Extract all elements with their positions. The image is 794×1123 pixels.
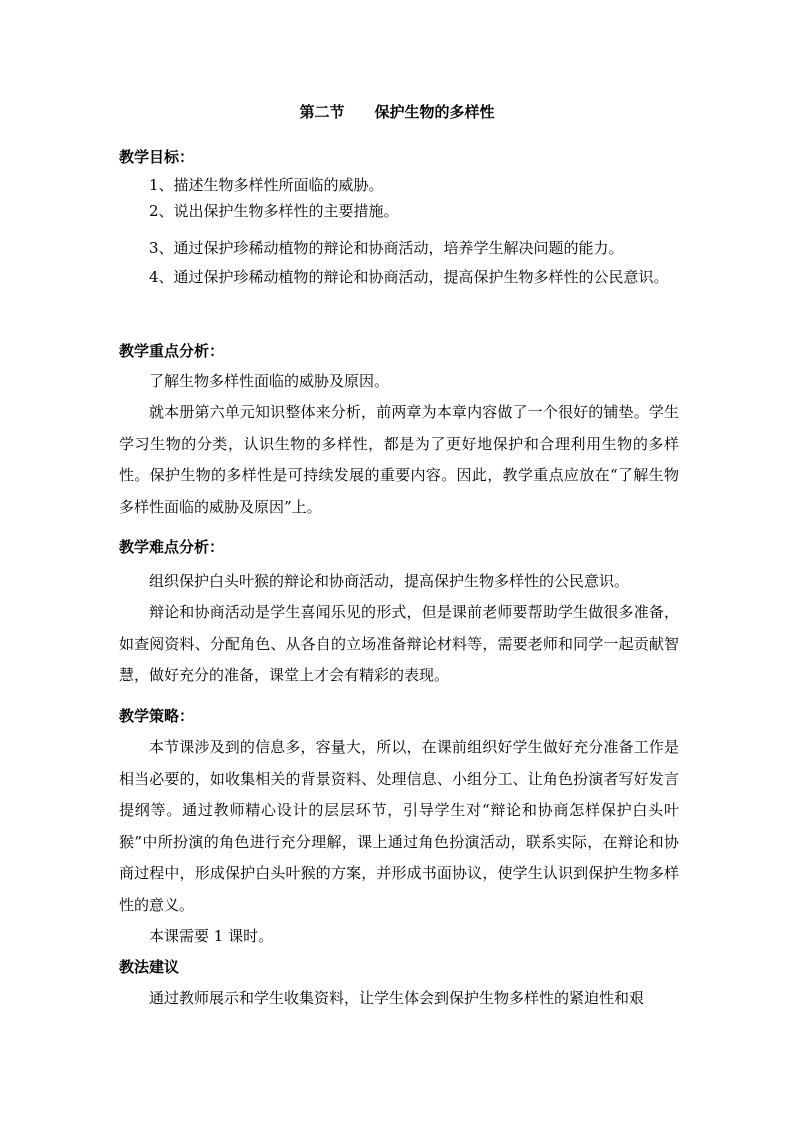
difficult-points-paragraph-1: 组织保护白头叶猴的辩论和协商活动，提高保护生物多样性的公民意识。 (149, 572, 630, 590)
method-paragraph-1: 通过教师展示和学生收集资料，让学生体会到保护生物多样性的紧迫性和艰 (149, 989, 645, 1007)
objective-item-2: 2、说出保护生物多样性的主要措施。 (149, 202, 399, 220)
strategy-heading: 教学策略： (119, 707, 195, 725)
key-points-heading: 教学重点分析： (119, 342, 225, 360)
strategy-paragraph-1: 本节课涉及到的信息多，容量大，所以，在课前组织好学生做好充分准备工作是相当必要的，如收集相关的背景资料、处理信息、小组分工、让角色扮演者写好发言提纲等。通过教师精心设计的层层环节，引导学生对“辩论和协商怎样保护白头叶猴”中所扮演的角色进行充分理解，课上通过角色扮演活动，联系实际，在辩论和协商过程中，形成保护白头叶猴的方案，并形成书面协议，使学生认识到保护生物多样性的意义。 (119, 738, 679, 914)
difficult-points-heading: 教学难点分析： (119, 538, 225, 556)
key-points-paragraph-1: 了解生物多样性面临的威胁及原因。 (149, 372, 390, 390)
objective-item-3: 3、通过保护珍稀动植物的辩论和协商活动，培养学生解决问题的能力。 (149, 239, 624, 257)
difficult-points-paragraph-2: 辩论和协商活动是学生喜闻乐见的形式，但是课前老师要帮助学生做很多准备，如查阅资料、分配角色、从各自的立场准备辩论材料等，需要老师和同学一起贡献智慧，做好充分的准备，课堂上才会有精彩的表现。 (119, 603, 679, 684)
strategy-paragraph-2: 本课需要 1 课时。 (149, 927, 274, 945)
page-title: 第二节 保护生物的多样性 (299, 103, 495, 121)
method-heading: 教法建议 (119, 958, 180, 976)
objective-item-4: 4、通过保护珍稀动植物的辩论和协商活动，提高保护生物多样性的公民意识。 (149, 268, 669, 286)
key-points-paragraph-2: 就本册第六单元知识整体来分析，前两章为本章内容做了一个很好的铺垫。学生学习生物的分类，认识生物的多样性，都是为了更好地保护和合理利用生物的多样性。保护生物的多样性是可持续发展的重要内容。因此，教学重点应放在“了解生物多样性面临的威胁及原因”上。 (119, 403, 679, 516)
objectives-heading: 教学目标： (119, 148, 195, 166)
objective-item-1: 1、描述生物多样性所面临的威胁。 (149, 176, 384, 194)
